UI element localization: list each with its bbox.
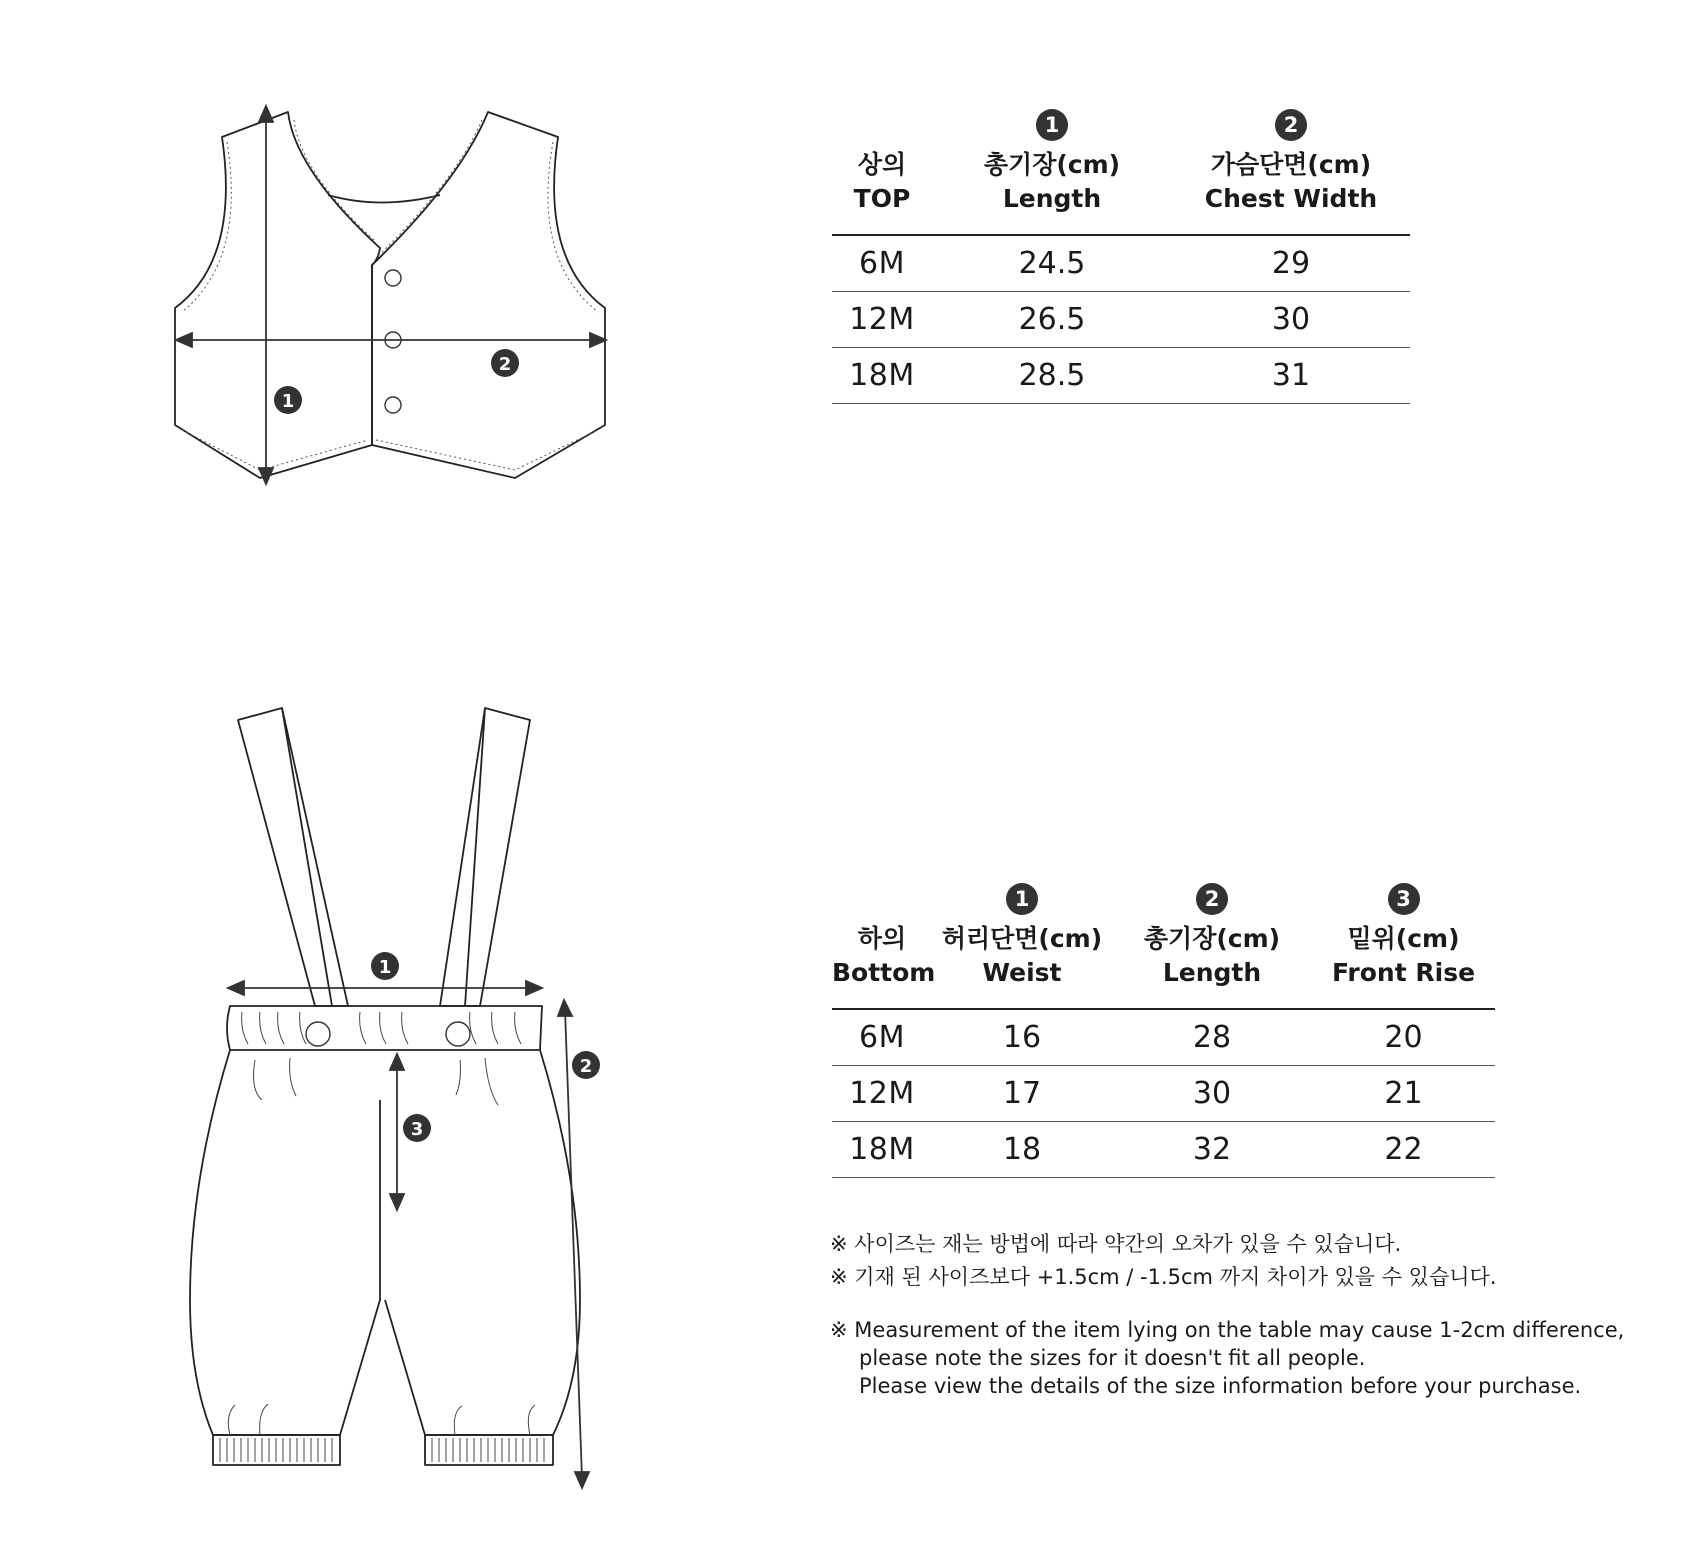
table-cell: 28.5 (932, 348, 1172, 404)
table-cell: 31 (1172, 348, 1410, 404)
size-label: 12M (832, 292, 932, 348)
column-header-chest-width: 가슴단면(cm) Chest Width (1172, 148, 1410, 235)
table-cell: 21 (1312, 1066, 1495, 1122)
top-size-table (832, 108, 1410, 404)
table-row (832, 292, 1410, 348)
badge-3: 3 (1388, 883, 1420, 915)
table-cell: 16 (932, 1009, 1112, 1066)
table-cell: 30 (1172, 292, 1410, 348)
vest-illustration (160, 100, 620, 500)
table-row (832, 348, 1410, 404)
table-cell: 17 (932, 1066, 1112, 1122)
column-header-waist: 허리단면(cm) Weist (932, 922, 1112, 1009)
bottom-header-label: 하의 Bottom (832, 922, 932, 1009)
badge-1: 1 (1006, 883, 1038, 915)
svg-text:3: 3 (410, 1119, 424, 1140)
size-label: 18M (832, 1122, 932, 1178)
svg-text:1: 1 (378, 957, 392, 978)
svg-text:2: 2 (579, 1056, 593, 1077)
overalls-illustration (180, 700, 620, 1490)
size-label: 12M (832, 1066, 932, 1122)
table-row (832, 1066, 1495, 1122)
badge-2: 2 (1275, 109, 1307, 141)
pants-marker-length (572, 1051, 600, 1079)
table-row (832, 235, 1410, 292)
badge-2: 2 (1196, 883, 1228, 915)
table-cell: 29 (1172, 235, 1410, 292)
table-cell: 24.5 (932, 235, 1172, 292)
badge-1: 1 (1036, 109, 1068, 141)
table-row (832, 1122, 1495, 1178)
svg-text:1: 1 (281, 391, 295, 412)
vest-marker-length (274, 386, 302, 414)
pants-marker-rise (403, 1114, 431, 1142)
size-label: 6M (832, 1009, 932, 1066)
size-notes (830, 1228, 1625, 1400)
table-cell: 18 (932, 1122, 1112, 1178)
table-cell: 26.5 (932, 292, 1172, 348)
table-cell: 20 (1312, 1009, 1495, 1066)
size-label: 6M (832, 235, 932, 292)
note-en: ※ Measurement of the item lying on the table may cause 1-2cm difference, please note the sizes for it doesn't fit all people. Please view the details of the size information before your purchase. (830, 1318, 1625, 1398)
table-cell: 28 (1112, 1009, 1312, 1066)
column-header-length: 총기장(cm) Length (1112, 922, 1312, 1009)
vest-marker-chest (491, 349, 519, 377)
note-kr-2: ※ 기재 된 사이즈보다 +1.5cm / -1.5cm 까지 차이가 있을 수 있습니다. (830, 1265, 1497, 1289)
table-row (832, 1009, 1495, 1066)
table-cell: 22 (1312, 1122, 1495, 1178)
top-header-label: 상의 TOP (832, 148, 932, 235)
table-cell: 32 (1112, 1122, 1312, 1178)
svg-text:2: 2 (498, 354, 512, 375)
column-header-length: 총기장(cm) Length (932, 148, 1172, 235)
table-cell: 30 (1112, 1066, 1312, 1122)
column-header-front-rise: 밑위(cm) Front Rise (1312, 922, 1495, 1009)
bottom-size-table (832, 882, 1495, 1178)
pants-marker-waist (371, 952, 399, 980)
size-label: 18M (832, 348, 932, 404)
note-kr-1: ※ 사이즈는 재는 방법에 따라 약간의 오차가 있을 수 있습니다. (830, 1232, 1402, 1256)
